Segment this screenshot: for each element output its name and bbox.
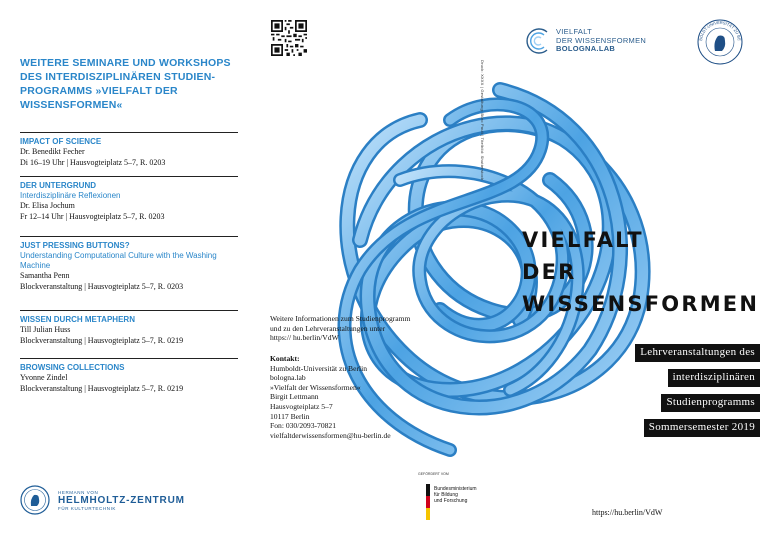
course-lecturer: Yvonne Zindel xyxy=(20,373,68,382)
course-subtitle: Interdisziplinäre Reflexionen xyxy=(20,191,121,200)
vielfalt-logo-line1: VIELFALT xyxy=(556,27,593,36)
bmbf-funded-by: GEFÖRDERT VOM xyxy=(418,472,449,476)
course-time: Blockveranstaltung | Hausvogteiplatz 5–7, R. 0219 xyxy=(20,383,184,393)
subtitle-line: Studienprogramms xyxy=(661,394,760,412)
german-flag-icon xyxy=(426,484,430,520)
course-time: Di 16–19 Uhr | Hausvogteiplatz 5–7, R. 0203 xyxy=(20,157,166,167)
bmbf-line: für Bildung xyxy=(434,492,458,498)
contact-block xyxy=(270,354,460,440)
course-impact-of-science xyxy=(20,132,238,168)
subtitle-line: interdisziplinären xyxy=(668,369,760,387)
humboldt-seal-text: BOLDT-UNIVERSITÄT ZU BE xyxy=(698,19,742,42)
course-lecturer: Dr. Benedikt Fecher xyxy=(20,147,85,156)
course-lecturer: Till Julian Huss xyxy=(20,325,71,334)
vielfalt-logo xyxy=(522,24,672,62)
course-lecturer: Samantha Penn xyxy=(20,271,70,280)
course-der-untergrund xyxy=(20,176,238,222)
bmbf-line: und Forschung xyxy=(434,498,468,504)
contact-line: 10117 Berlin xyxy=(270,411,310,421)
course-title: BROWSING COLLECTIONS xyxy=(20,363,125,372)
humboldt-seal-icon xyxy=(696,18,744,66)
main-title xyxy=(522,224,768,320)
right-panel xyxy=(512,0,768,543)
course-title: WISSEN DURCH METAPHERN xyxy=(20,315,135,324)
contact-line: Hausvogteiplatz 5–7 xyxy=(270,401,333,411)
course-time: Blockveranstaltung | Hausvogteiplatz 5–7, R. 0219 xyxy=(20,335,184,345)
contact-email-link[interactable]: vielfaltderwissensformen@hu-berlin.de xyxy=(270,430,391,440)
course-subtitle: Understanding Computational Culture with the Washing Machine xyxy=(20,251,217,270)
vielfalt-logo-line3: BOLOGNA.LAB xyxy=(556,44,616,53)
contact-line: Humboldt-Universität zu Berlin xyxy=(270,363,368,373)
info-line: und zu den Lehrveranstaltungen unter xyxy=(270,323,386,333)
bmbf-line: Bundesministerium xyxy=(434,486,477,492)
course-time: Fr 12–14 Uhr | Hausvogteiplatz 5–7, R. 0203 xyxy=(20,211,165,221)
subtitle-stack xyxy=(635,342,760,442)
course-just-pressing-buttons xyxy=(20,236,238,292)
middle-panel xyxy=(256,0,512,543)
contact-line: bologna.lab xyxy=(270,373,306,383)
title-line: WISSENSFORMEN xyxy=(522,292,760,316)
print-credits: Druck: XXXX | Gestaltung: Büro Pauli | Titelbild: Shutterstock xyxy=(480,60,485,181)
title-line: DER xyxy=(522,260,577,284)
website-link[interactable]: https://hu.berlin/VdW xyxy=(592,508,663,517)
helmholtz-name: HELMHOLTZ-ZENTRUM xyxy=(58,494,185,506)
info-line: Weitere Informationen zum Studienprogramm xyxy=(270,314,411,323)
course-browsing-collections xyxy=(20,358,238,394)
vielfalt-logo-line2: DER WISSENSFORMEN xyxy=(556,35,647,45)
info-link[interactable]: https:// hu.berlin/VdW xyxy=(270,333,339,343)
title-line: VIELFALT xyxy=(522,228,644,252)
helmholtz-logo xyxy=(20,480,200,520)
course-lecturer: Dr. Elisa Jochum xyxy=(20,201,75,210)
bmbf-logo xyxy=(406,472,486,532)
left-panel xyxy=(0,0,256,543)
vielfalt-arc-icon xyxy=(522,26,552,56)
intro-heading: WEITERE SEMINARE UND WORKSHOPS DES INTERDISZIPLINÄREN STUDIEN- PROGRAMMS »VIELFALT DER WISSENSFORMEN« xyxy=(20,57,231,111)
info-block xyxy=(270,314,460,343)
course-title: JUST PRESSING BUTTONS? xyxy=(20,241,130,250)
qr-code-icon[interactable] xyxy=(271,20,307,56)
course-time: Blockveranstaltung | Hausvogteiplatz 5–7, R. 0203 xyxy=(20,281,184,291)
course-wissen-durch-metaphern xyxy=(20,310,238,346)
contact-line: Birgit Lettmann xyxy=(270,392,319,402)
subtitle-line: Sommersemester 2019 xyxy=(644,419,760,437)
helmholtz-small-bottom: FÜR KULTURTECHNIK xyxy=(58,505,117,511)
helmholtz-seal-icon xyxy=(20,485,50,515)
contact-label: Kontakt: xyxy=(270,354,300,363)
subtitle-line: Lehrveranstaltungen des xyxy=(635,344,760,362)
contact-phone: Fon: 030/2093-70821 xyxy=(270,421,337,431)
course-title: DER UNTERGRUND xyxy=(20,181,96,190)
contact-line: »Vielfalt der Wissensformen« xyxy=(270,382,361,392)
helmholtz-small-top: HERMANN VON xyxy=(58,489,99,495)
course-title: IMPACT OF SCIENCE xyxy=(20,137,102,146)
